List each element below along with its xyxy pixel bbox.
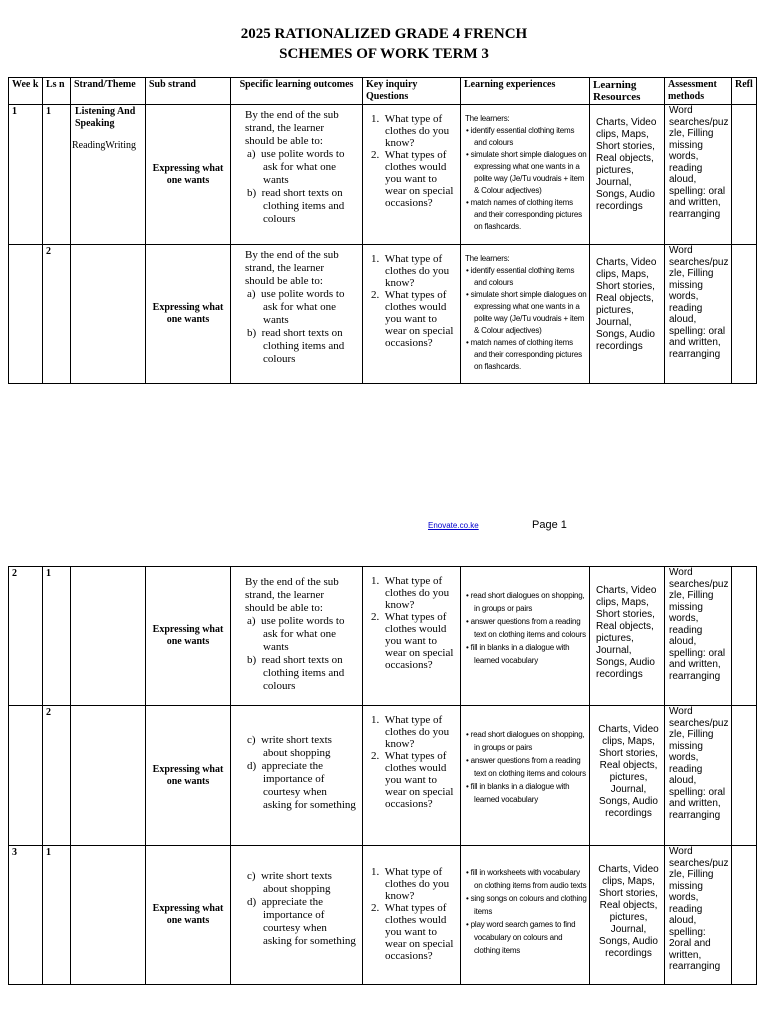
assessment-cell: Word searches/puz zle, Filling missing words, reading aloud, spelling: oral and written, rearranging: [665, 245, 732, 384]
table-row: [9, 846, 757, 985]
experiences-cell: [461, 846, 590, 985]
questions-cell: [363, 846, 461, 985]
assessment-cell: Word searches/puz zle, Filling missing words, reading aloud, spelling: oral and written, rearranging: [665, 706, 732, 846]
questions-cell: [363, 706, 461, 846]
lesson-cell: 1: [43, 567, 71, 706]
experience-3: • match names of clothing items and their corresponding pictures on flashcards.: [466, 338, 582, 371]
outcomes-intro: By the end of the sub strand, the learner should be able to:: [245, 576, 339, 614]
outcomes-cell: [231, 105, 363, 245]
strand-cell: [71, 245, 146, 384]
table-row: [9, 567, 757, 706]
substrand-cell: Expressing what one wants: [146, 846, 231, 985]
header-questions: Key inquiry Questions: [363, 78, 461, 105]
question-2: 2. What types of clothes would you want to wear on special occasions?: [371, 289, 454, 349]
question-1: 1. What type of clothes do you know?: [371, 253, 450, 289]
strand-cell: [71, 846, 146, 985]
header-outcomes: Specific learning outcomes: [231, 78, 363, 105]
experiences-intro: The learners:: [465, 254, 510, 263]
week-cell: [9, 706, 43, 846]
scheme-table-page1: [8, 77, 757, 384]
week-cell: 1: [9, 105, 43, 245]
experience-1: • read short dialogues on shopping, in groups or pairs: [466, 591, 585, 613]
reflection-cell: [732, 105, 757, 245]
outcomes-intro: By the end of the sub strand, the learner should be able to:: [245, 249, 339, 287]
header-substrand: Sub strand: [146, 78, 231, 105]
resources-cell: Charts, Video clips, Maps, Short stories, Real objects, pictures, Journal, Songs, Audio recordings: [590, 567, 665, 706]
question-2: 2. What types of clothes would you want to wear on special occasions?: [371, 750, 454, 810]
substrand-cell: Expressing what one wants: [146, 105, 231, 245]
assessment-cell: Word searches/puz zle, Filling missing words, reading aloud, spelling: oral and written, rearranging: [665, 105, 732, 245]
reflection-cell: [732, 567, 757, 706]
outcome-c: c) write short texts about shopping: [247, 734, 332, 759]
outcomes-cell: [231, 567, 363, 706]
outcomes-intro: By the end of the sub strand, the learner should be able to:: [245, 109, 339, 147]
experiences-cell: [461, 245, 590, 384]
header-assessment: Assessment methods: [665, 78, 732, 105]
header-resources: Learning Resources: [590, 78, 665, 105]
header-experiences: Learning experiences: [461, 78, 590, 105]
experiences-intro: The learners:: [465, 114, 510, 123]
table-row: [9, 105, 757, 245]
page-number: Page 1: [532, 519, 567, 531]
table-row: [9, 706, 757, 846]
page-title-line2: SCHEMES OF WORK TERM 3: [279, 46, 489, 62]
outcome-a: a) use polite words to ask for what one wants: [247, 615, 345, 653]
substrand-cell: Expressing what one wants: [146, 567, 231, 706]
experience-3: • fill in blanks in a dialogue with learned vocabulary: [466, 643, 570, 665]
header-week: Wee k: [9, 78, 43, 105]
header-lesson: Ls n: [43, 78, 71, 105]
experience-2: • answer questions from a reading text on clothing items and colours: [466, 756, 586, 778]
week-cell: 2: [9, 567, 43, 706]
questions-cell: [363, 567, 461, 706]
questions-cell: [363, 245, 461, 384]
lesson-cell: 1: [43, 846, 71, 985]
experiences-cell: [461, 567, 590, 706]
outcome-b: b) read short texts on clothing items and colours: [247, 654, 345, 692]
experience-2: • sing songs on colours and clothing items: [466, 894, 587, 916]
question-2: 2. What types of clothes would you want to wear on special occasions?: [371, 149, 454, 209]
question-1: 1. What type of clothes do you know?: [371, 113, 450, 149]
experience-3: • fill in blanks in a dialogue with learned vocabulary: [466, 782, 570, 804]
outcomes-cell: [231, 245, 363, 384]
footer-link[interactable]: Enovate.co.ke: [428, 521, 479, 530]
lesson-cell: 1: [43, 105, 71, 245]
experience-1: • fill in worksheets with vocabulary on clothing items from audio texts: [466, 868, 587, 890]
resources-cell: Charts, Video clips, Maps, Short stories, Real objects, pictures, Journal, Songs, Audio recordings: [590, 846, 665, 985]
assessment-cell: Word searches/puz zle, Filling missing words, reading aloud, spelling: oral and written, rearranging: [665, 567, 732, 706]
strand-subtext: ReadingWriting: [72, 140, 137, 151]
strand-text: Listening And Speaking: [75, 106, 136, 129]
week-cell: [9, 245, 43, 384]
question-1: 1. What type of clothes do you know?: [371, 866, 450, 902]
outcome-d: d) appreciate the importance of courtesy when asking for something: [247, 760, 356, 811]
experience-1: • read short dialogues on shopping, in groups or pairs: [466, 730, 585, 752]
outcomes-cell: [231, 706, 363, 846]
reflection-cell: [732, 706, 757, 846]
experiences-cell: [461, 706, 590, 846]
scheme-table-page2: [8, 566, 757, 985]
experience-1: • identify essential clothing items and colours: [466, 266, 575, 287]
strand-cell: [71, 706, 146, 846]
questions-cell: [363, 105, 461, 245]
outcome-a: a) use polite words to ask for what one wants: [247, 288, 345, 326]
resources-cell: Charts, Video clips, Maps, Short stories, Real objects, pictures, Journal, Songs, Audio recordings: [590, 105, 665, 245]
outcomes-cell: [231, 846, 363, 985]
reflection-cell: [732, 245, 757, 384]
question-1: 1. What type of clothes do you know?: [371, 714, 450, 750]
table-header-row: [9, 78, 757, 105]
question-2: 2. What types of clothes would you want to wear on special occasions?: [371, 611, 454, 671]
question-1: 1. What type of clothes do you know?: [371, 575, 450, 611]
assessment-cell: Word searches/puz zle, Filling missing words, reading aloud, spelling: 2oral and written, rearranging: [665, 846, 732, 985]
strand-cell: [71, 105, 146, 245]
experience-3: • match names of clothing items and their corresponding pictures on flashcards.: [466, 198, 582, 231]
week-cell: 3: [9, 846, 43, 985]
outcome-b: b) read short texts on clothing items and colours: [247, 327, 345, 365]
substrand-cell: Expressing what one wants: [146, 245, 231, 384]
experience-3: • play word search games to find vocabulary on colours and clothing items: [466, 920, 576, 955]
header-strand: Strand/Theme: [71, 78, 146, 105]
resources-cell: Charts, Video clips, Maps, Short stories, Real objects, pictures, Journal, Songs, Audio recordings: [590, 706, 665, 846]
reflection-cell: [732, 846, 757, 985]
lesson-cell: 2: [43, 245, 71, 384]
page-title-line1: 2025 RATIONALIZED GRADE 4 FRENCH: [240, 26, 528, 42]
experiences-cell: [461, 105, 590, 245]
experience-2: • simulate short simple dialogues on expressing what one wants in a polite way (Je/Tu voudrais + item & Colour adjectives): [466, 150, 587, 195]
strand-cell: [71, 567, 146, 706]
outcome-d: d) appreciate the importance of courtesy when asking for something: [247, 896, 356, 947]
header-reflection: Refl: [732, 78, 757, 105]
lesson-cell: 2: [43, 706, 71, 846]
experience-2: • answer questions from a reading text on clothing items and colours: [466, 617, 586, 639]
outcome-c: c) write short texts about shopping: [247, 870, 332, 895]
substrand-cell: Expressing what one wants: [146, 706, 231, 846]
outcome-b: b) read short texts on clothing items and colours: [247, 187, 345, 225]
experience-1: • identify essential clothing items and colours: [466, 126, 575, 147]
experience-2: • simulate short simple dialogues on expressing what one wants in a polite way (Je/Tu voudrais + item & Colour adjectives): [466, 290, 587, 335]
resources-cell: Charts, Video clips, Maps, Short stories, Real objects, pictures, Journal, Songs, Audio recordings: [590, 245, 665, 384]
outcome-a: a) use polite words to ask for what one wants: [247, 148, 345, 186]
question-2: 2. What types of clothes would you want to wear on special occasions?: [371, 902, 454, 962]
table-row: [9, 245, 757, 384]
